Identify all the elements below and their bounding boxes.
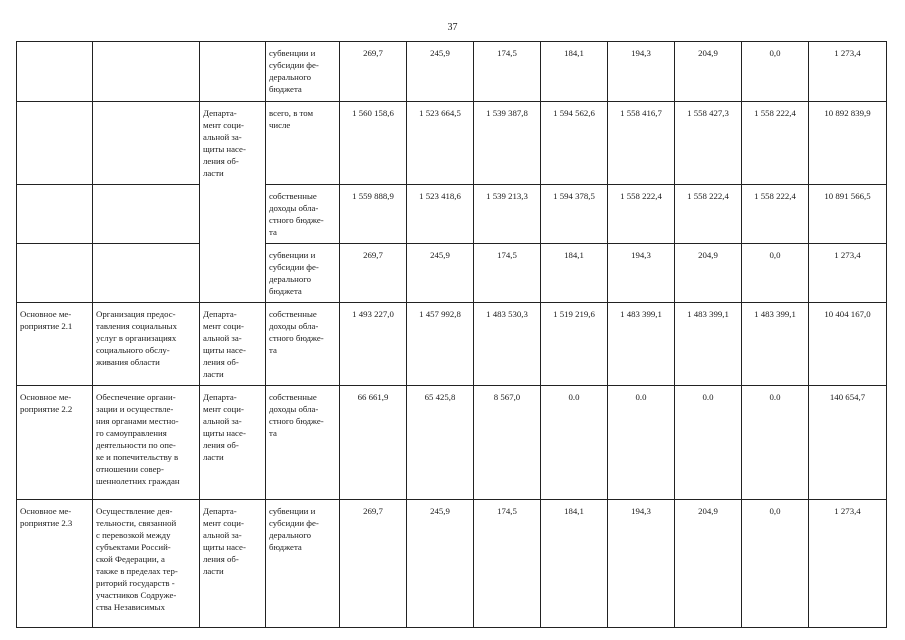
year-value-cell: 245,9 bbox=[407, 243, 474, 302]
year-value-cell: 1 559 888,9 bbox=[340, 184, 407, 243]
table-row bbox=[17, 302, 887, 385]
executor-cell bbox=[200, 42, 266, 102]
year-value-cell: 204,9 bbox=[675, 42, 742, 102]
table-row bbox=[17, 102, 887, 185]
executor-cell: Департа- мент соци- альной за- щиты насе- ления об- ласти bbox=[200, 102, 266, 185]
measure-cell bbox=[17, 184, 93, 243]
year-value-cell: 1 539 213,3 bbox=[474, 184, 541, 243]
table-row bbox=[17, 499, 887, 627]
year-value-cell: 1 558 222,4 bbox=[608, 184, 675, 243]
year-value-cell: 1 483 399,1 bbox=[608, 302, 675, 385]
measure-cell: Основное ме- роприятие 2.2 bbox=[17, 385, 93, 499]
year-value-cell: 1 493 227,0 bbox=[340, 302, 407, 385]
year-value-cell: 1 560 158,6 bbox=[340, 102, 407, 185]
total-value-cell: 1 273,4 bbox=[809, 243, 887, 302]
table-row bbox=[17, 184, 887, 243]
source-cell: собственные доходы обла- стного бюдже- та bbox=[266, 385, 340, 499]
year-value-cell: 184,1 bbox=[541, 499, 608, 627]
source-cell: субвенции и субсидии фе- дерального бюджета bbox=[266, 42, 340, 102]
year-value-cell: 1 519 219,6 bbox=[541, 302, 608, 385]
year-value-cell: 184,1 bbox=[541, 243, 608, 302]
measure-cell bbox=[17, 42, 93, 102]
description-cell bbox=[93, 102, 200, 185]
description-cell bbox=[93, 42, 200, 102]
total-value-cell: 10 891 566,5 bbox=[809, 184, 887, 243]
year-value-cell: 1 558 427,3 bbox=[675, 102, 742, 185]
source-cell: субвенции и субсидии фе- дерального бюджета bbox=[266, 499, 340, 627]
year-value-cell: 0,0 bbox=[742, 42, 809, 102]
executor-cell bbox=[200, 243, 266, 302]
description-cell: Осуществление дея- тельности, связанной с перевозкой между субъектами Россий- ской Федерации, а также в пределах тер- риторий государств - участников Содруже- ства Независимых bbox=[93, 499, 200, 627]
executor-cell: Департа- мент соци- альной за- щиты насе- ления об- ласти bbox=[200, 385, 266, 499]
year-value-cell: 1 558 222,4 bbox=[742, 102, 809, 185]
description-cell: Обеспечение органи- зации и осуществле- ния органами местно- го самоуправления деятельности по опе- ке и попечительству в отношении совер- шеннолетних граждан bbox=[93, 385, 200, 499]
year-value-cell: 1 558 416,7 bbox=[608, 102, 675, 185]
year-value-cell: 174,5 bbox=[474, 499, 541, 627]
year-value-cell: 184,1 bbox=[541, 42, 608, 102]
year-value-cell: 1 457 992,8 bbox=[407, 302, 474, 385]
description-cell: Организация предос- тавления социальных услуг в организациях социального обслу- живания области bbox=[93, 302, 200, 385]
measure-cell: Основное ме- роприятие 2.1 bbox=[17, 302, 93, 385]
year-value-cell: 174,5 bbox=[474, 42, 541, 102]
executor-cell: Департа- мент соци- альной за- щиты насе- ления об- ласти bbox=[200, 499, 266, 627]
total-value-cell: 10 892 839,9 bbox=[809, 102, 887, 185]
source-cell: всего, в том числе bbox=[266, 102, 340, 185]
description-cell bbox=[93, 184, 200, 243]
budget-table bbox=[16, 41, 887, 628]
year-value-cell: 269,7 bbox=[340, 243, 407, 302]
year-value-cell: 269,7 bbox=[340, 42, 407, 102]
description-cell bbox=[93, 243, 200, 302]
year-value-cell: 0.0 bbox=[675, 385, 742, 499]
table-row bbox=[17, 385, 887, 499]
year-value-cell: 65 425,8 bbox=[407, 385, 474, 499]
year-value-cell: 194,3 bbox=[608, 42, 675, 102]
page-number: 37 bbox=[447, 22, 458, 33]
year-value-cell: 1 539 387,8 bbox=[474, 102, 541, 185]
year-value-cell: 66 661,9 bbox=[340, 385, 407, 499]
year-value-cell: 1 483 399,1 bbox=[675, 302, 742, 385]
year-value-cell: 1 558 222,4 bbox=[742, 184, 809, 243]
year-value-cell: 8 567,0 bbox=[474, 385, 541, 499]
executor-cell bbox=[200, 184, 266, 243]
year-value-cell: 1 523 664,5 bbox=[407, 102, 474, 185]
year-value-cell: 245,9 bbox=[407, 499, 474, 627]
year-value-cell: 204,9 bbox=[675, 499, 742, 627]
year-value-cell: 204,9 bbox=[675, 243, 742, 302]
year-value-cell: 0,0 bbox=[742, 499, 809, 627]
measure-cell: Основное ме- роприятие 2.3 bbox=[17, 499, 93, 627]
year-value-cell: 1 483 530,3 bbox=[474, 302, 541, 385]
year-value-cell: 245,9 bbox=[407, 42, 474, 102]
year-value-cell: 0.0 bbox=[742, 385, 809, 499]
measure-cell bbox=[17, 102, 93, 185]
source-cell: собственные доходы обла- стного бюдже- та bbox=[266, 184, 340, 243]
year-value-cell: 1 558 222,4 bbox=[675, 184, 742, 243]
total-value-cell: 1 273,4 bbox=[809, 42, 887, 102]
table-row bbox=[17, 243, 887, 302]
year-value-cell: 194,3 bbox=[608, 243, 675, 302]
year-value-cell: 174,5 bbox=[474, 243, 541, 302]
year-value-cell: 1 523 418,6 bbox=[407, 184, 474, 243]
total-value-cell: 140 654,7 bbox=[809, 385, 887, 499]
total-value-cell: 1 273,4 bbox=[809, 499, 887, 627]
year-value-cell: 1 594 562,6 bbox=[541, 102, 608, 185]
year-value-cell: 0,0 bbox=[742, 243, 809, 302]
total-value-cell: 10 404 167,0 bbox=[809, 302, 887, 385]
table-body bbox=[17, 42, 887, 628]
year-value-cell: 1 483 399,1 bbox=[742, 302, 809, 385]
source-cell: субвенции и субсидии фе- дерального бюджета bbox=[266, 243, 340, 302]
year-value-cell: 0.0 bbox=[541, 385, 608, 499]
year-value-cell: 194,3 bbox=[608, 499, 675, 627]
year-value-cell: 0.0 bbox=[608, 385, 675, 499]
executor-cell: Департа- мент соци- альной за- щиты насе- ления об- ласти bbox=[200, 302, 266, 385]
year-value-cell: 269,7 bbox=[340, 499, 407, 627]
measure-cell bbox=[17, 243, 93, 302]
source-cell: собственные доходы обла- стного бюдже- та bbox=[266, 302, 340, 385]
table-row bbox=[17, 42, 887, 102]
year-value-cell: 1 594 378,5 bbox=[541, 184, 608, 243]
